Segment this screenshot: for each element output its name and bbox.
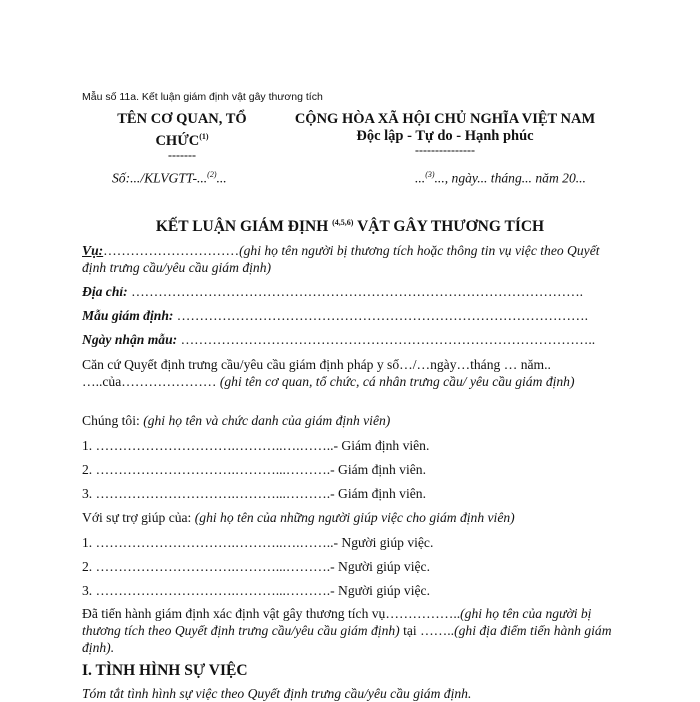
assistant-row: 1. ………………………….………..….……..- Người giúp việc. xyxy=(82,535,434,550)
received-field: Ngày nhận mẫu: ……………………………………………………………………………….. xyxy=(82,332,596,347)
assistant-row: 3. ………………………….………...……….- Người giúp việc. xyxy=(82,583,430,598)
org-divider: ------- xyxy=(168,147,196,162)
case-label: Vụ: xyxy=(82,243,104,258)
section-summary: Tóm tắt tình hình sự việc theo Quyết định trưng cầu/yêu cầu giám định. xyxy=(82,686,472,701)
basis-paragraph: Căn cứ Quyết định trưng cầu/yêu cầu giám định pháp y số…/…ngày…tháng … năm.. …..của………………… (ghi tên cơ quan, tổ chức, cá nhân trưng cầu/ yêu cầu giám định) xyxy=(82,357,575,389)
form-label: Mẫu số 11a. Kết luận giám định vật gây thương tích xyxy=(82,91,323,103)
received-label: Ngày nhận mẫu: xyxy=(82,332,178,347)
document-number: Số:.../KLVGTT-...$^{(2)}$... xyxy=(112,170,227,186)
motto-divider: --------------- xyxy=(415,143,475,157)
republic-title: CỘNG HÒA XÃ HỘI CHỦ NGHĨA VIỆT NAM xyxy=(294,111,596,127)
examiners-intro: Chúng tôi: (ghi họ tên và chức danh của giám định viên) xyxy=(82,413,391,428)
motto: Độc lập - Tự do - Hạnh phúc xyxy=(356,128,534,144)
document-title: KẾT LUẬN GIÁM ĐỊNH $^{(4,5,6)}$ VẬT GÂY THƯƠNG TÍCH xyxy=(155,218,545,236)
examiner-row: 2. ………………………….………...……….- Giám định viên. xyxy=(82,462,426,477)
examiner-row: 1. ………………………….………..….……..- Giám định viên. xyxy=(82,438,430,453)
address-label: Địa chỉ: xyxy=(82,284,128,299)
assistants-intro: Với sự trợ giúp của: (ghi họ tên của những người giúp việc cho giám định viên) xyxy=(82,510,515,525)
section-heading: I. TÌNH HÌNH SỰ VIỆC xyxy=(82,662,248,679)
sample-field: Mẫu giám định: ………………………………………………………………………………. xyxy=(82,308,589,323)
assistant-row: 2. ………………………….………...……….- Người giúp việc. xyxy=(82,559,430,574)
org-name: TÊN CƠ QUAN, TỔ CHỨC xyxy=(117,111,247,149)
sample-label: Mẫu giám định: xyxy=(82,308,174,323)
examiner-row: 3. ………………………….………...……….- Giám định viên. xyxy=(82,486,426,501)
document-date: ...$^{(3)}$..., ngày... tháng... năm 20... xyxy=(415,170,586,186)
org-header xyxy=(107,111,257,160)
conducted-paragraph: Đã tiến hành giám định xác định vật gây thương tích vụ……………..(ghi họ tên của người bị thương tích theo Quyết định trưng cầu/yêu cầu giám định) tại ……..(ghi địa điểm tiến hành giám định). xyxy=(82,606,612,655)
case-note: (ghi họ tên người bị thương tích hoặc thông tin vụ việc theo Quyết định trưng cầu/yêu cầu giám định) xyxy=(82,243,600,275)
address-field: Địa chỉ: ………………………………………………………………………………………. xyxy=(82,284,584,299)
case-field: Vụ:…………………………(ghi họ tên người bị thương tích hoặc thông tin vụ việc theo Quyết định trưng cầu/yêu cầu giám định) xyxy=(82,243,600,275)
org-name-note: (1) xyxy=(199,132,209,141)
national-header xyxy=(285,111,605,155)
